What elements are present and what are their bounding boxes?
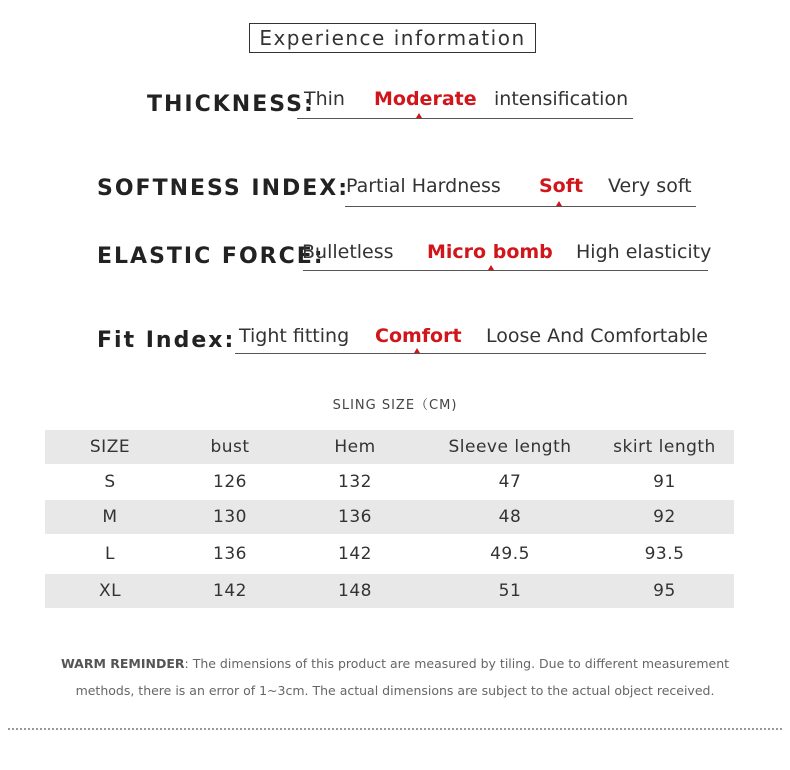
cell-hem: 142 xyxy=(338,544,372,564)
cell-bust: 142 xyxy=(213,581,247,601)
reminder-line-2: methods, there is an error of 1~3cm. The actual dimensions are subject to the actual object received. xyxy=(75,683,715,698)
softness-option-selected: Soft xyxy=(539,175,584,197)
header-skirt-length: skirt length xyxy=(613,437,716,457)
cell-size: L xyxy=(105,544,115,564)
cell-skirt: 91 xyxy=(653,472,676,492)
reminder-line-1 xyxy=(0,650,790,677)
cell-hem: 132 xyxy=(338,472,372,492)
table-caption: SLING SIZE（CM) xyxy=(332,398,458,413)
thickness-option-thin: Thin xyxy=(304,88,345,110)
dotted-divider xyxy=(8,728,782,730)
fit-option-tight-fitting: Tight fitting xyxy=(239,325,350,347)
thickness-label: THICKNESS: xyxy=(147,92,315,117)
softness-option-partial-hardness: Partial Hardness xyxy=(346,175,501,197)
header-hem: Hem xyxy=(334,437,376,457)
softness-scale-line xyxy=(345,206,696,207)
cell-bust: 126 xyxy=(213,472,247,492)
softness-marker-icon xyxy=(556,201,562,206)
thickness-option-selected: Moderate xyxy=(374,88,477,110)
table-header-row xyxy=(45,430,734,464)
cell-sleeve: 48 xyxy=(498,507,522,527)
elastic-option-bulletless: Bulletless xyxy=(302,241,394,263)
warm-reminder xyxy=(0,650,790,704)
table-row xyxy=(45,574,734,608)
elastic-option-high-elasticity: High elasticity xyxy=(576,241,712,263)
cell-skirt: 95 xyxy=(653,581,676,601)
fit-marker-icon xyxy=(414,348,420,353)
fit-index-label: Fit Index: xyxy=(97,328,236,353)
fit-option-loose-and-comfortable: Loose And Comfortable xyxy=(486,325,708,347)
elastic-option-selected: Micro bomb xyxy=(427,241,553,263)
cell-skirt: 93.5 xyxy=(644,544,685,564)
fit-scale-line xyxy=(235,353,706,354)
cell-size: XL xyxy=(98,581,122,601)
cell-sleeve: 51 xyxy=(498,581,522,601)
header-size: SIZE xyxy=(89,437,131,457)
size-table xyxy=(45,430,734,608)
fit-option-selected: Comfort xyxy=(375,325,462,347)
elastic-force-label: ELASTIC FORCE: xyxy=(97,244,325,269)
cell-size: S xyxy=(104,472,116,492)
cell-sleeve: 47 xyxy=(498,472,522,492)
cell-skirt: 92 xyxy=(653,507,676,527)
thickness-option-intensification: intensification xyxy=(494,88,629,110)
thickness-marker-icon xyxy=(416,113,422,118)
softness-label: SOFTNESS INDEX: xyxy=(97,176,350,201)
cell-sleeve: 49.5 xyxy=(490,544,530,564)
cell-size: M xyxy=(102,507,118,527)
thickness-scale-line xyxy=(297,118,633,119)
reminder-lead: WARM REMINDER xyxy=(60,656,185,671)
table-row xyxy=(45,464,734,500)
table-row xyxy=(45,500,734,534)
softness-option-very-soft: Very soft xyxy=(608,175,692,197)
elastic-scale-line xyxy=(303,270,708,271)
cell-bust: 130 xyxy=(213,507,247,527)
elastic-marker-icon xyxy=(488,265,494,270)
cell-bust: 136 xyxy=(213,544,247,564)
reminder-text-1: : The dimensions of this product are measured by tiling. Due to different measurement xyxy=(184,656,730,671)
section-title: Experience information xyxy=(249,23,536,53)
cell-hem: 136 xyxy=(338,507,372,527)
table-row xyxy=(45,534,734,574)
header-bust: bust xyxy=(210,437,250,457)
cell-hem: 148 xyxy=(338,581,372,601)
header-sleeve-length: Sleeve length xyxy=(448,437,572,457)
